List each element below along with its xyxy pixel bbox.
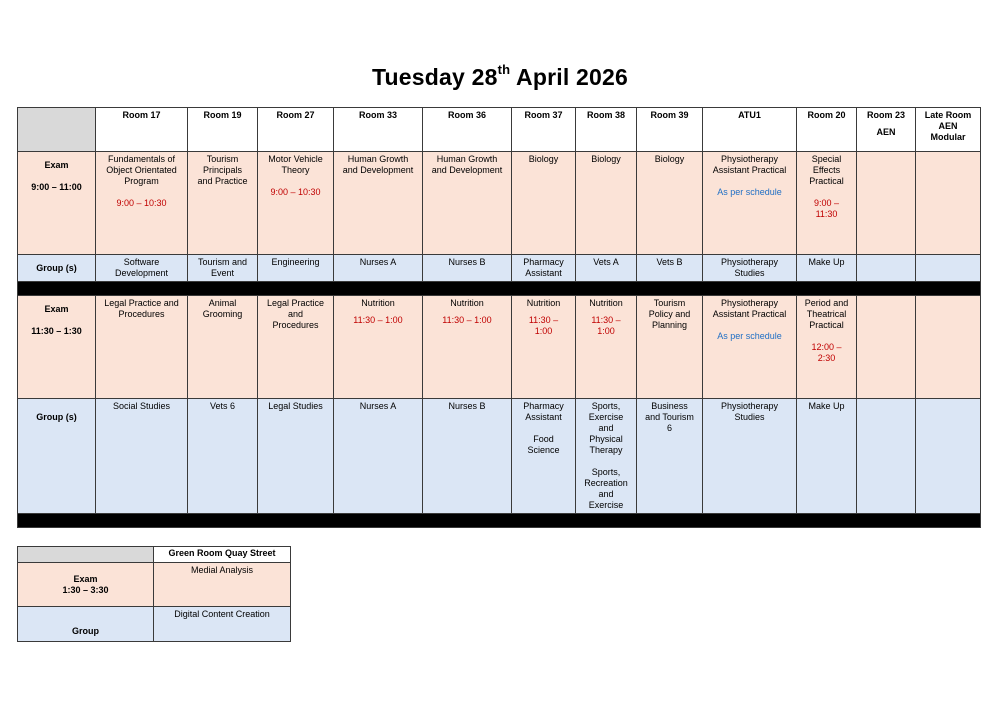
exam-cell: Biology [637,152,703,255]
group-cell [857,399,916,514]
exam-cell: Human Growth and Development [334,152,423,255]
group-cell: Pharmacy Assistant [512,255,576,282]
group-label: Group (s) [18,255,96,282]
room-header: ATU1 [703,108,797,152]
exam-cell: Nutrition 11:30 – 1:00 [512,296,576,399]
group-cell: Make Up [797,255,857,282]
corner-cell [18,108,96,152]
group-cell: Tourism and Event [188,255,258,282]
group-row-2 [18,399,981,514]
room-header: Room 37 [512,108,576,152]
green-room-exam-row [18,563,291,607]
group-cell: Digital Content Creation [154,607,291,642]
room-header: Room 17 [96,108,188,152]
exam-time: 9:00 – [813,198,840,208]
session-time: 1:30 – 3:30 [62,584,109,595]
green-room-header-row [18,547,291,563]
group-label: Group (s) [18,399,96,514]
room-note: AEN [876,127,896,137]
exam-cell [916,296,981,399]
divider-bar [18,282,981,296]
exam-cell: Biology [512,152,576,255]
exam-cell: Animal Grooming [188,296,258,399]
session-time: 11:30 – 1:30 [31,326,82,336]
exam-time: 12:00 – [811,342,842,352]
room-name: Room 23 [866,110,905,120]
group-row-1 [18,255,981,282]
exam-cell: Special Effects Practical 9:00 – 11:30 [797,152,857,255]
room-header [916,108,981,152]
room-name: Late Room [924,110,972,120]
exam-row-1 [18,152,981,255]
exam-cell: Nutrition 11:30 – 1:00 [334,296,423,399]
group-cell: Legal Studies [258,399,334,514]
exam-cell [916,152,981,255]
exam-cell: Nutrition 11:30 – 1:00 [423,296,512,399]
group-cell [916,399,981,514]
exam-time: 1:00 [534,326,553,336]
room-note: AEN [938,121,958,131]
room-header: Room 39 [637,108,703,152]
session-label: Exam 11:30 – 1:30 [18,296,96,399]
room-header: Room 38 [576,108,637,152]
exam-row-2 [18,296,981,399]
group-cell [857,255,916,282]
exam-time: 11:30 – [528,315,559,325]
exam-time: 11:30 [815,209,838,219]
session-label: Exam 9:00 – 11:00 [18,152,96,255]
group-cell: Make Up [797,399,857,514]
room-header: Room 33 [334,108,423,152]
group-cell [916,255,981,282]
group-cell: Nurses B [423,255,512,282]
group-cell: Vets A [576,255,637,282]
exam-time: 1:00 [597,326,615,336]
exam-cell: Physiotherapy Assistant Practical As per schedule [703,296,797,399]
green-room-group-row [18,607,291,642]
session-label: Exam 1:30 – 3:30 [18,563,154,607]
exam-cell: Legal Practice and Procedures [96,296,188,399]
group-cell: Business and Tourism 6 [637,399,703,514]
exam-cell: Fundamentals of Object Orientated Program 9:00 – 10:30 [96,152,188,255]
exam-cell: Medial Analysis [154,563,291,607]
exam-cell: Legal Practice and Procedures [258,296,334,399]
group-cell: Vets 6 [188,399,258,514]
room-header: Room 36 [423,108,512,152]
page-title: Tuesday 28th April 2026 [372,62,628,90]
exam-time: 11:30 – 1:00 [353,315,403,325]
exam-cell: Tourism Principals and Practice [188,152,258,255]
room-header: Room 19 [188,108,258,152]
group-cell: Vets B [637,255,703,282]
group-cell: Nurses A [334,255,423,282]
exam-time: 11:30 – 1:00 [442,315,492,325]
room-header: Room 20 [797,108,857,152]
group-label: Group [18,607,154,642]
session-time: 9:00 – 11:00 [31,182,82,192]
exam-cell: Period and Theatrical Practical 12:00 – 2:30 [797,296,857,399]
group-cell: Sports, Exercise and Physical Therapy Sports, Recreation and Exercise [576,399,637,514]
group-cell: Nurses A [334,399,423,514]
green-room-table [17,546,291,642]
schedule-note: As per schedule [717,187,782,197]
schedule-note: As per schedule [717,331,782,341]
room-header: Room 27 [258,108,334,152]
exam-cell [857,296,916,399]
group-cell: Physiotherapy Studies [703,255,797,282]
room-header-row [18,108,981,152]
exam-cell [857,152,916,255]
exam-cell: Physiotherapy Assistant Practical As per schedule [703,152,797,255]
divider-bar [18,514,981,528]
group-cell: Pharmacy Assistant Food Science [512,399,576,514]
group-cell: Social Studies [96,399,188,514]
timetable [17,107,981,528]
exam-cell: Motor Vehicle Theory 9:00 – 10:30 [258,152,334,255]
exam-time: 11:30 – [591,315,621,325]
group-cell: Nurses B [423,399,512,514]
exam-time: 2:30 [817,353,836,363]
group-cell: Physiotherapy Studies [703,399,797,514]
exam-cell: Human Growth and Development [423,152,512,255]
exam-cell: Nutrition 11:30 – 1:00 [576,296,637,399]
room-header [857,108,916,152]
corner-cell [18,547,154,563]
exam-time: 9:00 – 10:30 [270,187,321,197]
group-cell: Engineering [258,255,334,282]
exam-cell: Biology [576,152,637,255]
room-note: Modular [930,132,966,142]
exam-cell: Tourism Policy and Planning [637,296,703,399]
exam-time: 9:00 – 10:30 [116,198,167,208]
group-cell: Software Development [96,255,188,282]
room-header: Green Room Quay Street [154,547,291,563]
